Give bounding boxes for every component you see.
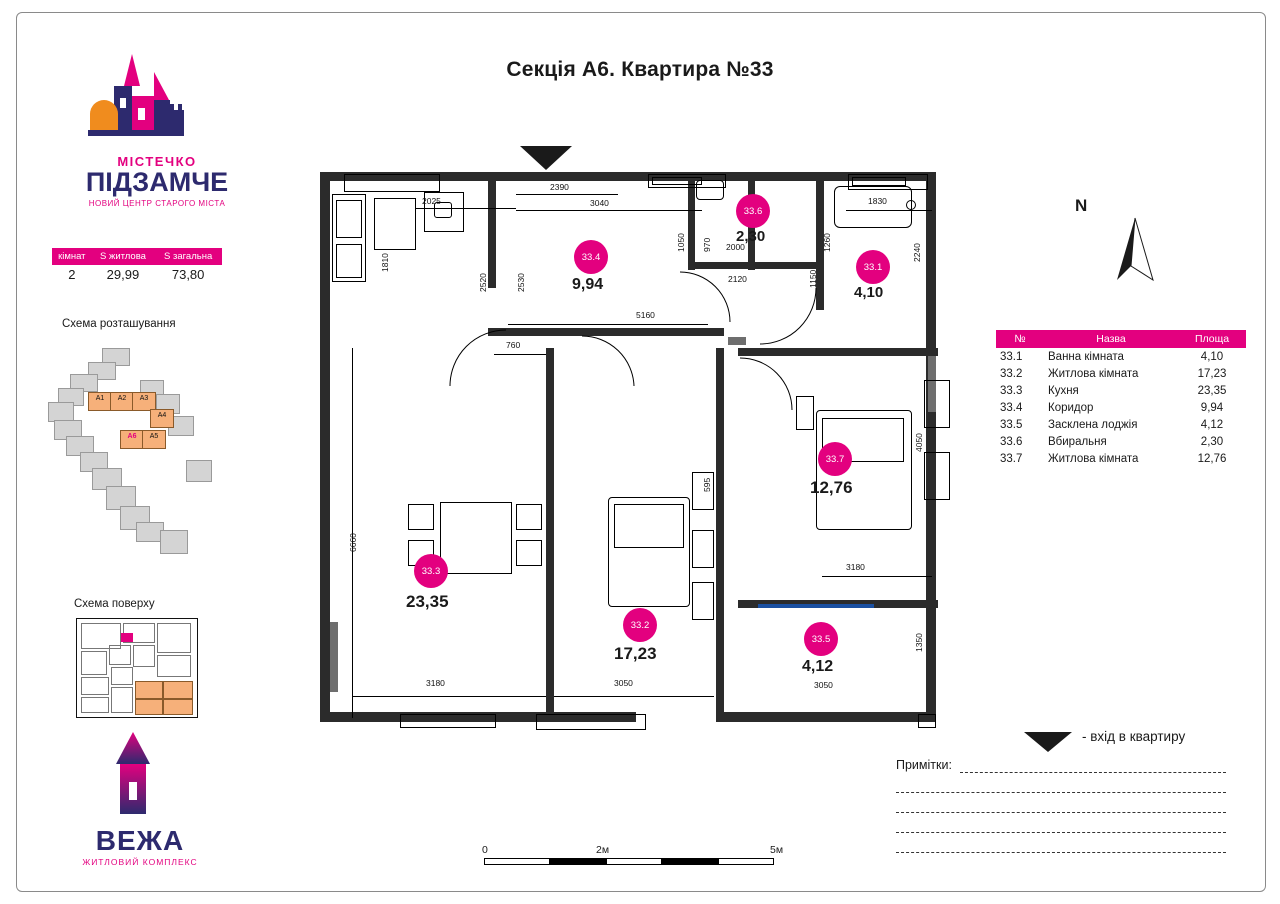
window-top-left [344, 174, 440, 192]
summary-value-living: 29,99 [106, 267, 140, 282]
window-sash-right [852, 177, 906, 186]
desk-room7 [796, 396, 814, 430]
dim-2520: 2520 [478, 273, 488, 292]
dim-5160: 5160 [636, 310, 655, 320]
dim-6660: 6660 [348, 533, 358, 552]
chair [516, 504, 542, 530]
summary-header-total: S загальна [155, 249, 222, 265]
table-row [996, 365, 1246, 382]
door-bathroom [758, 286, 818, 346]
room-tag-33-4: 33.4 [574, 240, 608, 274]
row-no: 33.4 [1000, 401, 1023, 414]
chair [516, 540, 542, 566]
table-row [996, 416, 1246, 433]
dim-1150: 1150 [808, 269, 818, 288]
building-a3: A3 [139, 395, 149, 402]
wall-structural-left [330, 622, 338, 692]
logo-tagline: НОВИЙ ЦЕНТР СТАРОГО МІСТА [88, 199, 226, 208]
row-area: 17,23 [1197, 367, 1227, 380]
table-row [996, 348, 1246, 365]
location-scheme [40, 340, 250, 570]
row-area: 2,30 [1200, 435, 1224, 448]
dining-table [440, 502, 512, 574]
stove [374, 198, 416, 250]
vezha-name: ВЕЖА [95, 825, 185, 856]
wall-bath-bottom [755, 262, 817, 269]
summary-header-rooms: кімнат [53, 249, 92, 265]
room-tag-33-5: 33.5 [804, 622, 838, 656]
wardrobe-room7-lower [924, 452, 950, 500]
notes-label: Примітки: [896, 758, 952, 772]
room-tag-33-2: 33.2 [623, 608, 657, 642]
door-room7 [738, 356, 794, 412]
row-name: Вбиральня [1048, 435, 1107, 448]
sink-unit [336, 200, 362, 238]
area-table-header [996, 330, 1246, 348]
room-tag-33-3: 33.3 [414, 554, 448, 588]
summary-value-row [53, 265, 222, 285]
door-wc [678, 270, 732, 324]
apartment-floor-plan [318, 152, 958, 727]
summary-value-total: 73,80 [171, 267, 205, 282]
loggia-glazing [758, 604, 874, 608]
wall-wc-left [688, 180, 695, 270]
wall-structural-top [728, 337, 746, 345]
room-area-33-1: 4,10 [854, 284, 884, 301]
table-row [996, 450, 1246, 467]
summary-value-rooms: 2 [68, 267, 76, 282]
nightstand [692, 530, 714, 568]
row-no: 33.2 [1000, 367, 1023, 380]
wall-outer-right-bottom [926, 402, 936, 722]
location-scheme-title: Схема розташування [62, 318, 176, 330]
vezha-sub: ЖИТЛОВИЙ КОМПЛЕКС [82, 857, 198, 867]
dim-3050-mid: 3050 [614, 678, 633, 688]
wall-room7-top [738, 348, 938, 356]
row-no: 33.7 [1000, 452, 1023, 465]
dim-2240: 2240 [912, 243, 922, 262]
floor-scheme-title: Схема поверху [74, 598, 155, 610]
chair [408, 504, 434, 530]
building-a6: A6 [127, 433, 137, 440]
area-header-no: № [996, 330, 1044, 348]
dim-1830: 1830 [868, 196, 887, 206]
room-area-33-7: 12,76 [810, 478, 853, 497]
table-row [996, 382, 1246, 399]
brand-logo [42, 52, 272, 208]
scale-bar [482, 844, 814, 878]
dim-760: 760 [506, 340, 521, 350]
door-room2 [580, 334, 650, 388]
dim-2025: 2025 [422, 196, 441, 206]
building-a2: A2 [117, 395, 127, 402]
window-bottom-middle [536, 714, 646, 730]
row-name: Житлова кімната [1048, 452, 1139, 465]
row-area: 9,94 [1200, 401, 1224, 414]
dim-2120: 2120 [728, 274, 747, 284]
wall-wc-bottom [688, 262, 758, 269]
pillow [614, 504, 684, 548]
row-area: 4,12 [1200, 418, 1224, 431]
building-a1: A1 [95, 395, 105, 402]
wall-corridor-left [488, 180, 496, 288]
row-no: 33.3 [1000, 384, 1023, 397]
legend-entrance-arrow-icon [1022, 730, 1074, 759]
summary-header-row [53, 249, 222, 265]
scale-label-mid: 2м [596, 844, 610, 856]
row-name: Кухня [1048, 384, 1079, 397]
row-no: 33.6 [1000, 435, 1023, 448]
dim-3180-top: 3180 [846, 562, 865, 572]
dim-2530: 2530 [516, 273, 526, 292]
apartment-summary-table [52, 248, 222, 284]
room-area-33-5: 4,12 [802, 658, 834, 675]
room-area-33-4: 9,94 [572, 276, 604, 293]
cabinet-unit [336, 244, 362, 278]
area-header-name: Назва [1044, 330, 1178, 348]
tower-icon [98, 730, 220, 825]
bathtub [834, 186, 912, 228]
floor-scheme [76, 618, 198, 718]
toilet [696, 180, 724, 200]
dim-1810: 1810 [380, 253, 390, 272]
table-row [996, 399, 1246, 416]
bath-drain [906, 200, 916, 210]
compass-north-label: N [1075, 196, 1088, 215]
dim-1050: 1050 [676, 233, 686, 252]
dim-3050-bot: 3050 [814, 680, 833, 690]
dim-3180: 3180 [426, 678, 445, 688]
compass [1075, 196, 1165, 286]
window-sash [652, 177, 702, 185]
page-title: Секція А6. Квартира №33 [506, 58, 774, 81]
table-row [996, 433, 1246, 450]
wardrobe [692, 582, 714, 620]
row-area: 23,35 [1197, 384, 1227, 397]
vezha-logo [60, 730, 220, 867]
dim-2390: 2390 [550, 182, 569, 192]
wall-room2-right [716, 348, 724, 722]
scale-label-0: 0 [482, 844, 488, 856]
entrance-arrow-icon [518, 144, 574, 177]
row-name: Житлова кімната [1048, 367, 1139, 380]
window-bottom-left [400, 714, 496, 728]
wall-kitchen-right [546, 348, 554, 722]
room-area-33-2: 17,23 [614, 644, 657, 663]
logo-name-main: ПІДЗАМЧЕ [85, 167, 229, 197]
window-bottom-right [918, 714, 936, 728]
dim-595: 595 [702, 477, 712, 492]
row-name: Коридор [1048, 401, 1094, 414]
legend-entrance-label: - вхід в квартиру [1082, 729, 1186, 744]
wardrobe-room7 [924, 380, 950, 428]
room-tag-33-6: 33.6 [736, 194, 770, 228]
dim-3040: 3040 [590, 198, 609, 208]
room-area-33-3: 23,35 [406, 592, 449, 611]
row-area: 4,10 [1200, 350, 1224, 363]
area-header-area: Площа [1178, 330, 1246, 348]
castle-icon [70, 52, 210, 152]
dim-1260: 1260 [822, 233, 832, 252]
wall-balcony-bottom [736, 712, 936, 722]
row-name: Засклена лоджія [1048, 418, 1138, 431]
row-name: Ванна кімната [1048, 350, 1124, 363]
building-a4: A4 [157, 412, 167, 419]
logo-name-top: МІСТЕЧКО [117, 154, 197, 169]
dim-1350: 1350 [914, 633, 924, 652]
summary-header-living: S житлова [91, 249, 155, 265]
row-area: 12,76 [1197, 452, 1227, 465]
room-tag-33-7: 33.7 [818, 442, 852, 476]
dim-4050: 4050 [914, 433, 924, 452]
room-tag-33-1: 33.1 [856, 250, 890, 284]
door-kitchen [448, 328, 521, 388]
row-no: 33.1 [1000, 350, 1023, 363]
dim-2000: 2000 [726, 242, 745, 252]
room-area-table [996, 330, 1246, 467]
room-area-33-6: 2,30 [736, 228, 766, 245]
scale-label-end: 5м [770, 844, 784, 856]
wall-outer-left [320, 172, 330, 722]
row-no: 33.5 [1000, 418, 1023, 431]
dim-970: 970 [702, 237, 712, 252]
building-a5: A5 [149, 433, 159, 440]
